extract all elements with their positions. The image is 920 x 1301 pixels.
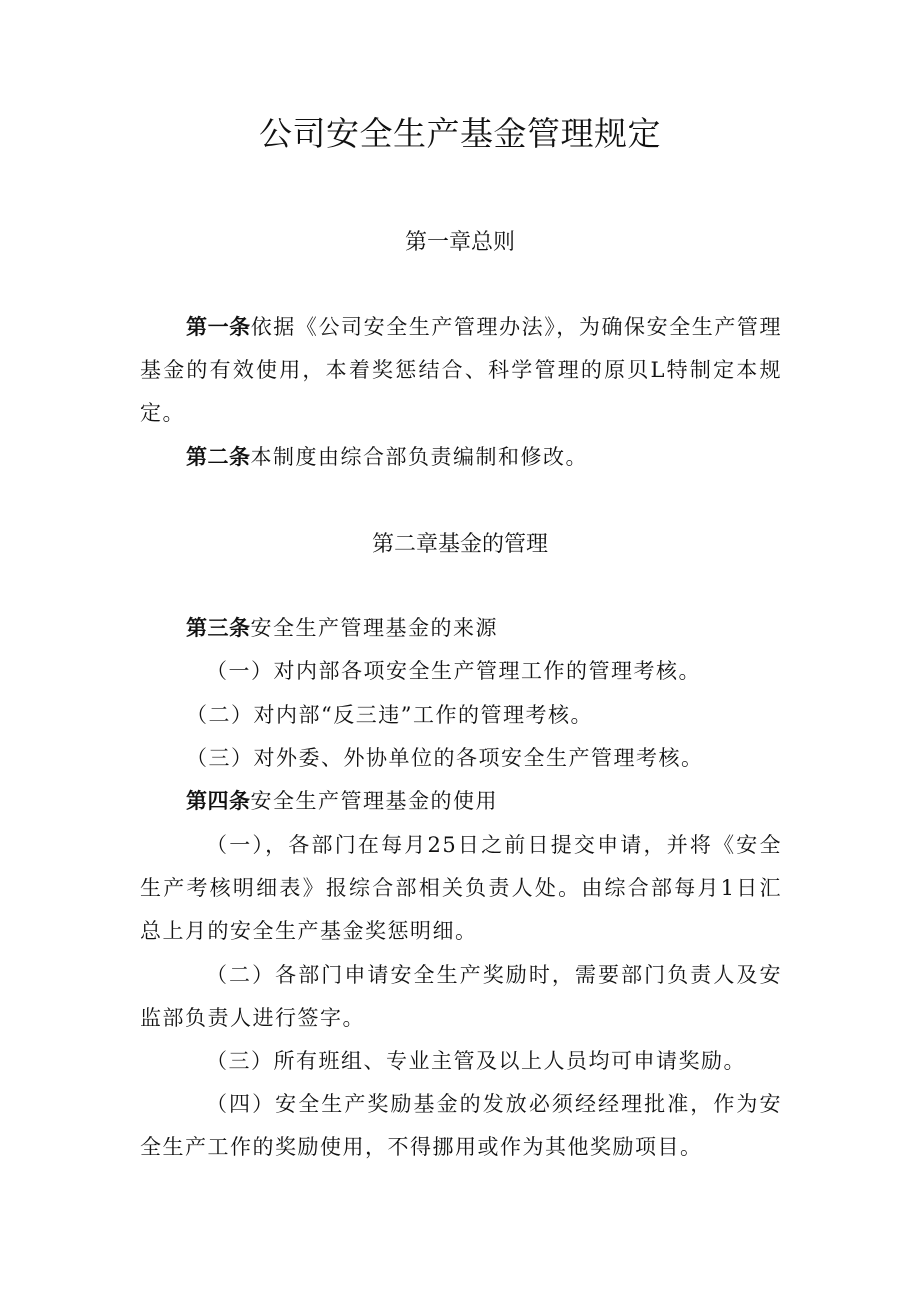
article-1 (140, 306, 782, 435)
article-4 (140, 780, 782, 823)
article-3-item-2: （二）对内部“反三违”工作的管理考核。 (186, 703, 593, 727)
article-2 (140, 436, 782, 479)
article-4-item-4: （四）安全生产奖励基金的发放必须经经理批准，作为安全生产工作的奖励使用，不得挪用或作为其他奖励项目。 (140, 1092, 782, 1159)
article-2-text: 本制度由综合部负责编制和修改。 (250, 445, 588, 469)
article-3-text: 安全生产管理基金的来源 (250, 616, 498, 640)
article-4-item-1: （一），各部门在每月25日之前日提交申请，并将《安全生产考核明细表》报综合部相关负责人处。由综合部每月1日汇总上月的安全生产基金奖惩明细。 (140, 833, 782, 943)
article-4-item-3: （三）所有班组、专业主管及以上人员均可申请奖励。 (206, 1049, 746, 1073)
article-2-label: 第二条 (186, 445, 251, 469)
article-3-label: 第三条 (186, 616, 251, 640)
article-4-label: 第四条 (186, 789, 251, 813)
article-1-text: 依据《公司安全生产管理办法》，为确保安全生产管理基金的有效使用，本着奖惩结合、科学管理的原贝L特制定本规定。 (140, 315, 783, 425)
document-title: 公司安全生产基金管理规定 (259, 114, 661, 153)
chapter-1-title: 第一章总则 (404, 230, 515, 255)
article-4-text: 安全生产管理基金的使用 (250, 789, 498, 813)
chapter-2-title: 第二章基金的管理 (371, 532, 548, 557)
article-3-item-1: （一）对内部各项安全生产管理工作的管理考核。 (206, 659, 701, 683)
article-4-item-2: （二）各部门申请安全生产奖励时，需要部门负责人及安监部负责人进行签字。 (140, 963, 782, 1030)
article-3-item-3: （三）对外委、外协单位的各项安全生产管理考核。 (186, 746, 704, 770)
article-1-label: 第一条 (186, 315, 251, 339)
article-3 (140, 607, 782, 650)
